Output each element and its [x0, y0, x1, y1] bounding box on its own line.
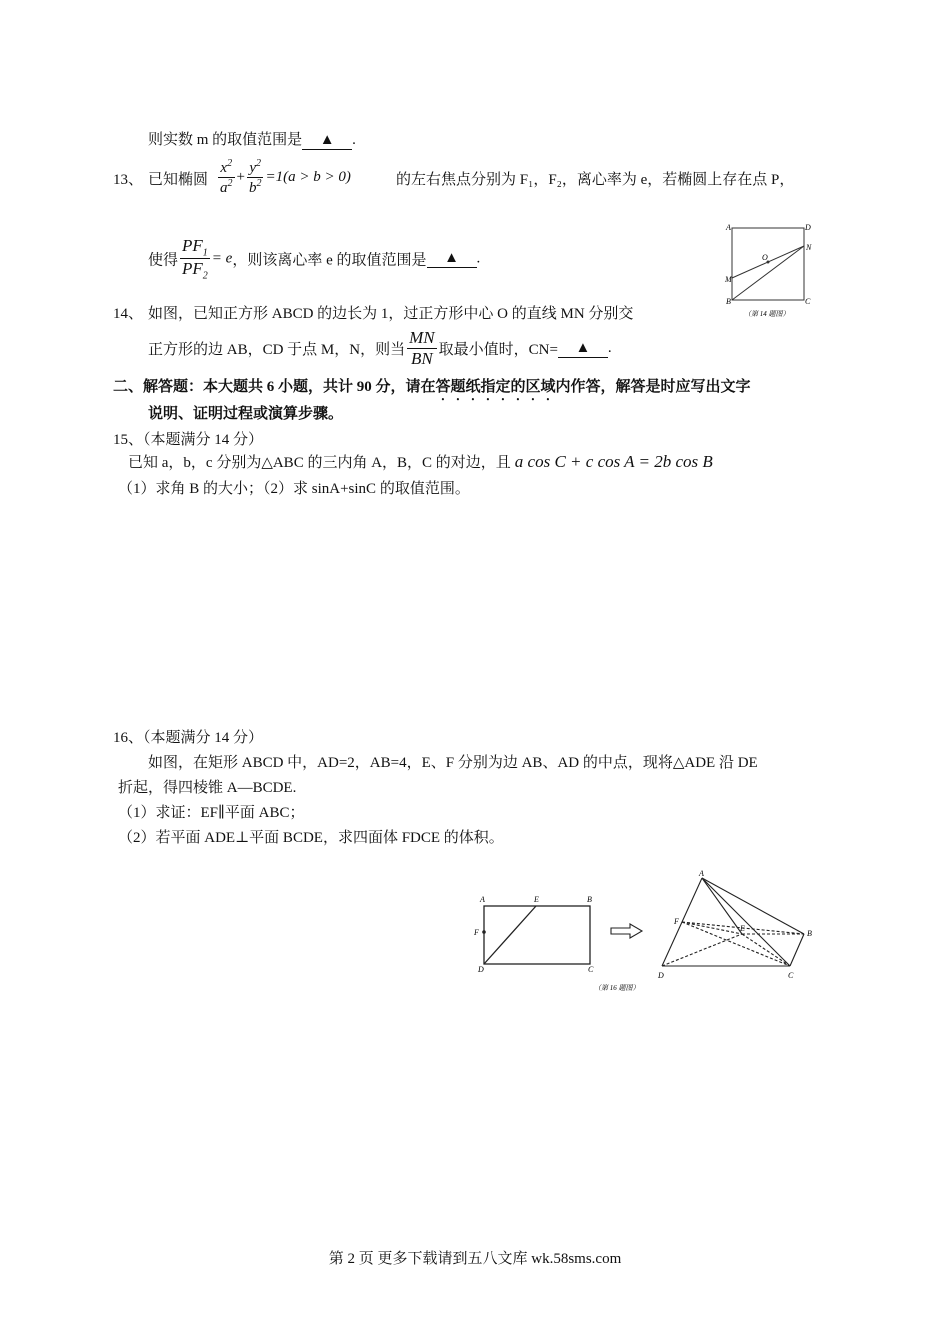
q16-caption: （第 16 题图） — [594, 984, 640, 992]
label-a: A — [726, 223, 731, 232]
rectangle-abcd — [484, 906, 590, 964]
q15-equation: a cos C + c cos A = 2b cos B — [514, 452, 713, 471]
svg-text:A: A — [480, 895, 485, 904]
svg-text:E: E — [740, 924, 745, 933]
svg-text:E: E — [534, 895, 539, 904]
point-f — [482, 930, 486, 934]
answer-blank: ▲ — [302, 132, 352, 150]
label-d: D — [805, 223, 811, 232]
q16-title: 16、（本题满分 14 分） — [113, 730, 264, 746]
answer-blank: ▲ — [427, 250, 477, 268]
svg-text:C: C — [588, 965, 594, 974]
answer-blank: ▲ — [558, 340, 608, 358]
svg-text:C: C — [788, 971, 794, 980]
q16-line2: 折起，得四棱锥 A—BCDE. — [118, 780, 297, 796]
label-o: O — [762, 253, 768, 262]
svg-text:B: B — [587, 895, 592, 904]
q15-line2: （1）求角 B 的大小；（2）求 sinA+sinC 的取值范围。 — [118, 481, 470, 497]
label-b: B — [726, 297, 731, 306]
svg-text:D: D — [658, 971, 664, 980]
q15-line1: 已知 a，b，c 分别为△ABC 的三内角 A，B，C 的对边，且 a cos C + c cos A = 2b cos B — [128, 452, 713, 471]
svg-text:B: B — [807, 929, 812, 938]
svg-text:A: A — [699, 869, 704, 878]
q16-line1: 如图，在矩形 ABCD 中，AD=2，AB=4，E、F 分别为边 AB、AD 的中点，现将△ADE 沿 DE — [148, 755, 758, 771]
label-c: C — [805, 297, 811, 306]
q14-caption: （第 14 题图） — [744, 310, 790, 318]
label-m: M — [725, 275, 732, 284]
q13-number: 13、 — [113, 172, 144, 188]
q14-line2: 正方形的边 AB，CD 于点 M，N，则当 $\frac{MN}{BN}$ 取最小值时，CN= ▲ . — [148, 328, 612, 368]
q16-figure — [470, 868, 830, 996]
label-n: N — [806, 243, 812, 252]
q12-tail-line: 则实数 m 的取值范围是 ▲ . — [148, 132, 356, 148]
segment-de — [484, 906, 536, 964]
q13-line2: 使得 $\frac{PF_1}{PF_2}$ = e，则该离心率 e 的取值范围是 ▲ . — [148, 236, 481, 282]
svg-text:D: D — [478, 965, 484, 974]
q14-fraction: $\frac{MN}{BN}$ — [409, 328, 435, 368]
q13-ellipse-equation: $\frac{x^2}{a^2}$ + $\frac{y^2}{b^2}$ =1(a > b > 0) — [220, 158, 351, 196]
svg-text:F: F — [674, 917, 679, 926]
q13-lead: 已知椭圆 — [148, 172, 209, 188]
q16-line3: （1）求证：EF∥平面 ABC； — [118, 805, 305, 821]
section2-heading-line2: 说明、证明过程或演算步骤。 — [148, 406, 344, 422]
q14-figure — [712, 220, 822, 320]
q13-fraction: $\frac{PF_1}{PF_2}$ — [182, 236, 208, 282]
fold-arrow-icon — [611, 924, 642, 938]
svg-text:F: F — [474, 928, 479, 937]
square-abcd — [732, 228, 804, 300]
q12-tail-text: 则实数 m 的取值范围是 — [148, 132, 303, 148]
q16-line4: （2）若平面 ADE⊥平面 BCDE，求四面体 FDCE 的体积。 — [118, 830, 504, 846]
page-footer: 第 2 页 更多下载请到五八文库 wk.58sms.com — [328, 1251, 622, 1267]
q15-title: 15、（本题满分 14 分） — [113, 432, 264, 448]
q14-line1: 如图，已知正方形 ABCD 的边长为 1，过正方形中心 O 的直线 MN 分别交 — [148, 306, 634, 322]
q14-number: 14、 — [113, 306, 144, 322]
section2-heading-line1: 二、解答题：本大题共 6 小题，共计 90 分，请在答题纸指定的区域内作答，解答是时应写出文字 — [113, 379, 751, 395]
q13-after: 的左右焦点分别为 F₁，F₂，离心率为 e，若椭圆上存在点 P， — [396, 172, 795, 188]
